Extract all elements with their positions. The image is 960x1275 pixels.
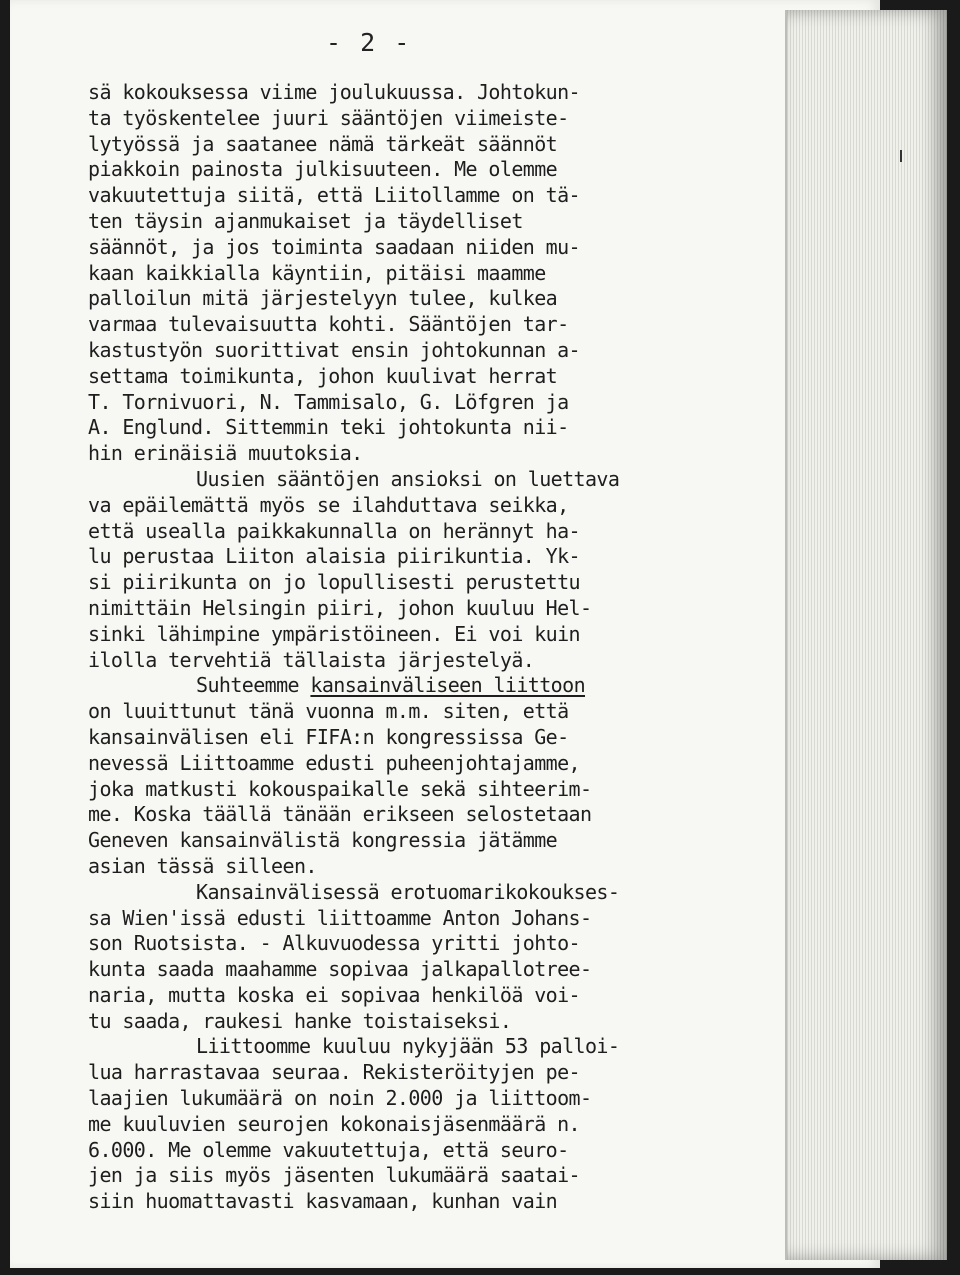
text-line: on luuittunut tänä vuonna m.m. siten, että: [88, 699, 569, 724]
text-line: hin erinäisiä muutoksia.: [88, 441, 363, 466]
text-line: sinki lähimpine ympäristöineen. Ei voi kuin: [88, 621, 580, 646]
text-line: kaan kaikkialla käyntiin, pitäisi maamme: [88, 260, 546, 285]
margin-mark: [900, 150, 902, 162]
text-line: [88, 673, 788, 699]
text-line: Uusien sääntöjen ansioksi on luettava: [196, 466, 620, 491]
text-line: si piirikunta on jo lopullisesti perustettu: [88, 570, 580, 595]
text-line: laajien lukumäärä on noin 2.000 ja liittoom-: [88, 1086, 592, 1111]
text-line: me kuuluvien seurojen kokonaisjäsenmäärä n.: [88, 1111, 580, 1136]
text-line: sa Wien'issä edusti liittoamme Anton Johans-: [88, 905, 592, 930]
page-number: - 2 -: [326, 28, 412, 57]
text-line: 6.000. Me olemme vakuutettuja, että seuro-: [88, 1137, 569, 1162]
text-line: lu perustaa Liiton alaisia piirikuntia. Yk-: [88, 544, 580, 569]
text-line: säännöt, ja jos toiminta saadaan niiden mu-: [88, 234, 580, 259]
text-line: kastustyön suorittivat ensin johtokunnan a-: [88, 337, 580, 362]
text-segment: Suhteemme: [196, 673, 311, 698]
text-line: nimittäin Helsingin piiri, johon kuuluu Hel-: [88, 595, 592, 620]
text-line: lytyössä ja saatanee nämä tärkeät säännöt: [88, 131, 558, 156]
body-text: [88, 80, 788, 1215]
text-line: ten täysin ajanmukaiset ja täydelliset: [88, 208, 523, 233]
text-line: kunta saada maahamme sopivaa jalkapallotree-: [88, 957, 592, 982]
text-line: joka matkusti kokouspaikalle sekä sihteerim-: [88, 776, 592, 801]
text-line: Liittoomme kuuluu nykyjään 53 palloi-: [196, 1034, 620, 1059]
text-line: lua harrastavaa seuraa. Rekisteröityjen pe-: [88, 1060, 580, 1085]
text-line: varmaa tulevaisuutta kohti. Sääntöjen tar-: [88, 312, 569, 337]
text-line: että usealla paikkakunnalla on herännyt ha-: [88, 518, 580, 543]
text-line: vakuutettuja siitä, että Liitollamme on tä-: [88, 183, 580, 208]
text-line: A. Englund. Sittemmin teki johtokunta nii-: [88, 415, 569, 440]
text-line: Geneven kansainvälistä kongressia jätämme: [88, 828, 558, 853]
document-page: [10, 0, 880, 1268]
text-line: siin huomattavasti kasvamaan, kunhan vain: [88, 1189, 558, 1214]
text-line: va epäilemättä myös se ilahduttava seikka,: [88, 492, 569, 517]
text-line: nevessä Liittoamme edusti puheenjohtajamme,: [88, 750, 580, 775]
text-line: tu saada, raukesi hanke toistaiseksi.: [88, 1008, 512, 1033]
text-line: settama toimikunta, johon kuulivat herrat: [88, 363, 558, 388]
underlined-heading: kansainväliseen liittoon: [310, 673, 586, 698]
text-line: asian tässä silleen.: [88, 853, 317, 878]
text-line: T. Tornivuori, N. Tammisalo, G. Löfgren ja: [88, 389, 569, 414]
text-line: me. Koska täällä tänään erikseen selostetaan: [88, 802, 592, 827]
text-line: sä kokouksessa viime joulukuussa. Johtokun-: [88, 80, 580, 104]
text-line: son Ruotsista. - Alkuvuodessa yritti johto-: [88, 931, 580, 956]
text-line: piakkoin painosta julkisuuteen. Me olemme: [88, 157, 558, 182]
text-line: kansainvälisen eli FIFA:n kongressissa Ge-: [88, 724, 569, 749]
text-line: jen ja siis myös jäsenten lukumäärä saatai-: [88, 1163, 580, 1188]
text-line: palloilun mitä järjestelyyn tulee, kulkea: [88, 286, 558, 311]
text-line: Kansainvälisessä erotuomarikokoukses-: [196, 879, 620, 904]
text-line: ilolla tervehtiä tällaista järjestelyä.: [88, 647, 535, 672]
text-line: ta työskentelee juuri sääntöjen viimeiste-: [88, 105, 569, 130]
book-page-edges: [785, 10, 947, 1260]
text-line: naria, mutta koska ei sopivaa henkilöä voi-: [88, 982, 580, 1007]
